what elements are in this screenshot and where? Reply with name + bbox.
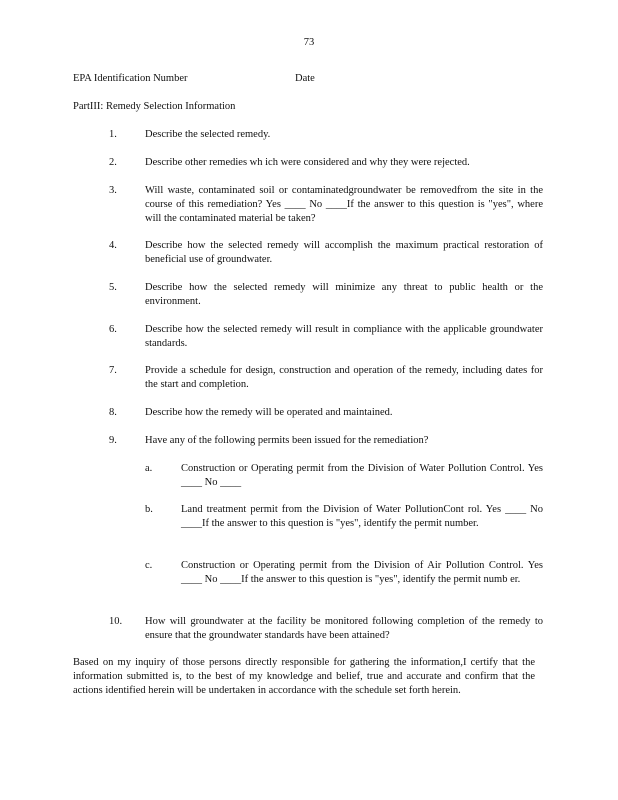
page-number: 73 (303, 37, 315, 48)
item-text: Describe how the selected remedy will result in compliance with the applicable groundwater standards. (145, 324, 543, 349)
item-text: Will waste, contaminated soil or contaminatedgroundwater be removedfrom the site in the course of this remediation? Yes ____ No ____If the answer to this question is "yes", where will the contaminated material be taken? (145, 185, 543, 224)
item-number: 9. (109, 435, 117, 446)
item-number: 7. (109, 365, 117, 376)
item-number: 6. (109, 324, 117, 335)
item-number: 8. (109, 407, 117, 418)
item-number: 2. (109, 157, 117, 168)
item-text: Describe how the remedy will be operated and maintained. (145, 407, 393, 418)
item-text: Describe the selected remedy. (145, 129, 271, 140)
identification-line (73, 72, 315, 86)
item-number: 5. (109, 282, 117, 293)
item-text: Describe other remedies wh ich were considered and why they were rejected. (145, 157, 470, 168)
item-number: 3. (109, 185, 117, 196)
item-text: How will groundwater at the facility be monitored following completion of the remedy to ensure that the groundwater standards have been attained? (145, 616, 543, 641)
item-text: Provide a schedule for design, construction and operation of the remedy, including dates for the start and completion. (145, 365, 543, 390)
item-number: 10. (109, 616, 123, 627)
sub-item-text: Construction or Operating permit from the Division of Water Pollution Control. Yes ____ No ____ (181, 463, 543, 488)
date-label: Date (295, 73, 315, 84)
sub-item-text: Land treatment permit from the Division of Water PollutionCont rol. Yes ____ No ____If the answer to this question is "yes", identify the permit number. (181, 504, 543, 529)
sub-item-letter: a. (145, 463, 153, 474)
item-number: 1. (109, 129, 117, 140)
certification-statement: Based on my inquiry of those persons directly responsible for gathering the information,I certify that the information submitted is, to the best of my knowledge and belief, true and accurate and confirm that the actions identified herein will be undertaken in accordance with the schedule set forth herein. (73, 657, 535, 696)
item-number: 4. (109, 240, 117, 251)
item-text: Describe how the selected remedy will accomplish the maximum practical restoration of beneficial use of groundwater. (145, 240, 543, 265)
epa-id-label: EPA Identification Number (73, 73, 188, 84)
item-text: Describe how the selected remedy will minimize any threat to public health or the environment. (145, 282, 543, 307)
sub-item-letter: b. (145, 504, 153, 515)
item-text: Have any of the following permits been issued for the remediation? (145, 435, 429, 446)
section-title: PartIII: Remedy Selection Information (73, 101, 236, 112)
sub-item-letter: c. (145, 560, 153, 571)
sub-item-text: Construction or Operating permit from the Division of Air Pollution Control. Yes ____ No ____If the answer to this question is "yes", identify the permit numb er. (181, 560, 543, 585)
